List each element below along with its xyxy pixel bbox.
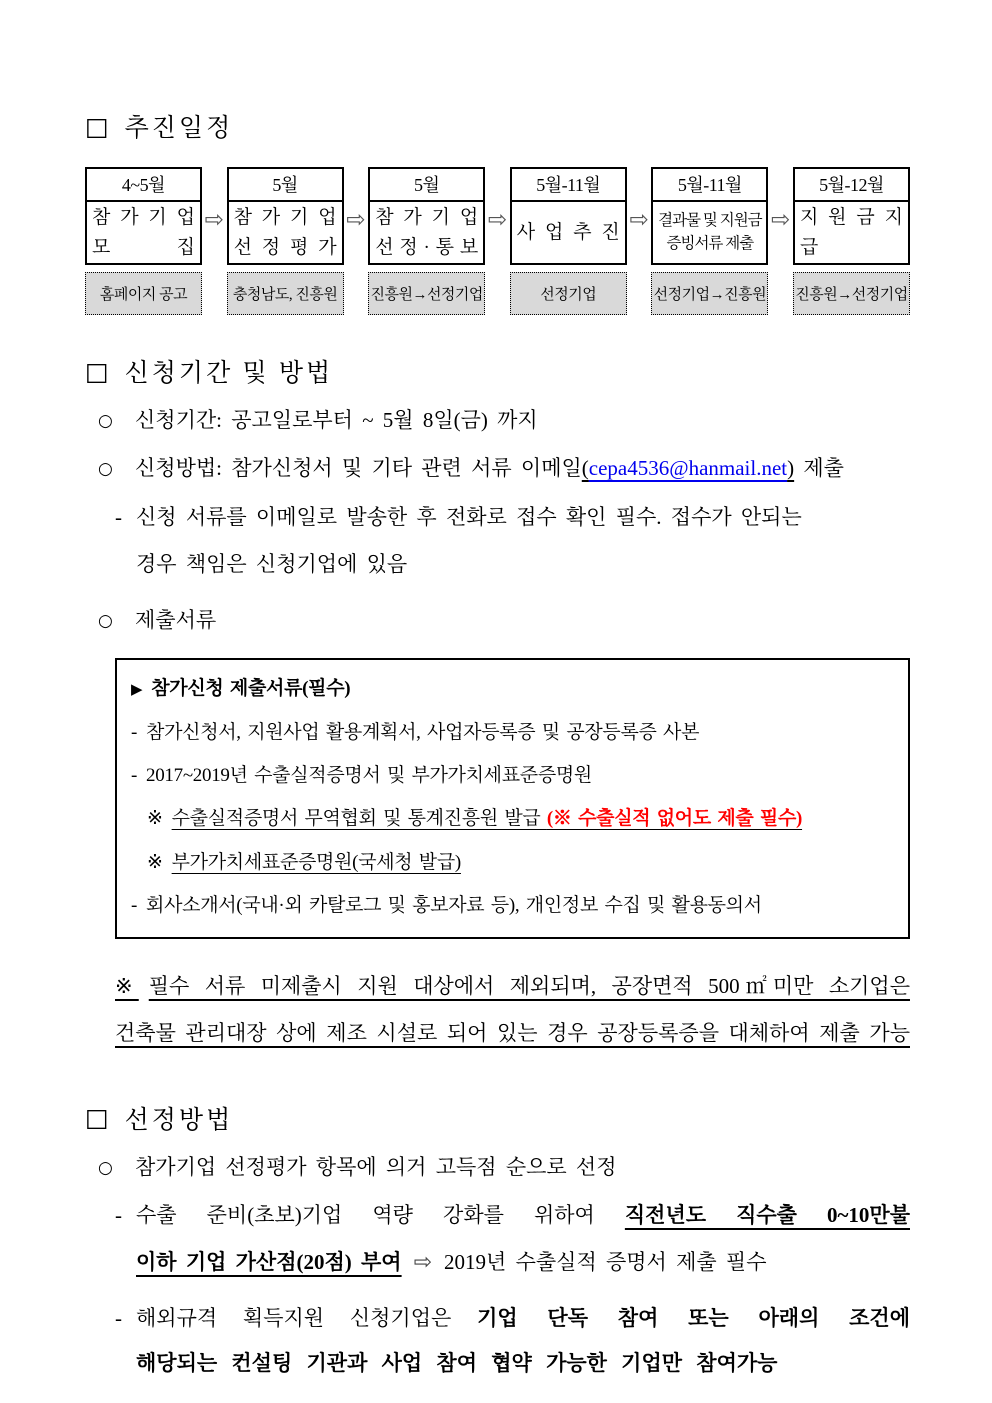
square-bullet-icon: □ [85,356,109,386]
flow-step-period: 5월-11월 [653,169,766,202]
circle-bullet-icon: ○ [98,1157,113,1178]
docs-item-1: 참가신청서, 지원사업 활용계획서, 사업자등록증 및 공장등록증 사본 [146,721,700,743]
right-arrow-icon: ⇨ [204,207,224,233]
application-note-text [136,494,910,589]
application-section-title [85,353,910,389]
flow-step-submit-docs [651,167,768,315]
docs-box-note [131,804,892,834]
flow-step-actor: 선정기업→진흥원 [651,272,768,315]
flow-step-payment [793,167,910,315]
flow-step-line: 선 정 평 가 [233,236,337,258]
note-line-2: 경우 책임은 신청기업에 있음 [136,552,408,577]
footnote-line-1 [115,963,910,1009]
application-method-text [135,452,844,485]
application-footnote [115,963,910,1055]
flow-step-line: 모 집 [92,236,195,258]
bonus-line-2 [136,1239,910,1286]
overseas-line-1 [136,1296,910,1341]
paren-close: ) [787,455,795,480]
docs-note-2: 부가가치세표준증명원(국세청 발급) [171,851,461,873]
flow-step-period: 5월 [229,169,342,202]
application-docs-item [98,604,910,637]
application-period-item [98,404,910,437]
selection-bonus-item [115,1193,910,1285]
flow-step-notify [368,167,485,315]
docs-item-3: 회사소개서(국내·외 카탈로그 및 홍보자료 등), 개인정보 수집 및 활용동의서 [146,895,762,917]
selection-title-text: 선정방법 [124,1106,234,1134]
application-period-text: 신청기간: 공고일로부터 ~ 5월 8일(금) 까지 [135,408,538,432]
circle-bullet-icon: ○ [98,458,113,479]
right-arrow-icon: ⇨ [629,207,649,233]
dash-bullet-icon: - [115,505,122,530]
docs-item-2: 2017~2019년 수출실적증명서 및 부가가치세표준증명원 [146,764,592,786]
flow-step-body [87,202,200,263]
circle-bullet-icon: ○ [98,411,113,431]
dash-bullet-icon: - [115,1203,122,1228]
flow-step-period: 4~5월 [87,169,200,202]
docs-note-1 [172,808,802,829]
section-application [85,353,910,1056]
section-selection [85,1100,910,1386]
flow-step-line: 선 정 · 통 보 [375,236,479,258]
application-docs-label: 제출서류 [135,607,217,632]
docs-note-1-alert: (※ 수출실적 없어도 제출 필수) [546,808,803,830]
docs-box-item [131,891,892,921]
schedule-title-text: 추진일정 [124,115,234,142]
docs-box-header-text: 참가신청 제출서류(필수) [151,678,351,700]
reference-mark-icon: ※ [147,851,163,873]
circle-bullet-icon: ○ [98,610,113,631]
flow-step-period: 5월-12월 [795,169,908,202]
flow-step-body [795,202,908,263]
application-method-item [98,452,910,485]
email-paren-group [582,456,794,480]
bonus-bold-1: 직전년도 직수출 0~10만불 [624,1203,910,1228]
email-link[interactable]: cepa4536@hanmail.net [588,455,788,480]
footnote-text-1: 필수 서류 미제출시 지원 대상에서 제외되며, 공장면적 500㎡미만 소기업은 [148,974,910,999]
flow-step-evaluation [227,167,344,315]
flow-step-line: 지 원 금 지 급 [799,207,903,258]
schedule-section-title [85,108,910,144]
flow-step-body [653,202,766,263]
right-arrow-icon: ⇨ [487,207,508,233]
overseas-line-2: 해당되는 컨설팅 기관과 사업 참여 협약 가능한 기업만 참여가능 [136,1350,778,1375]
schedule-flowchart [85,167,910,315]
flow-step-body [370,202,483,263]
reference-mark-icon: ※ [115,974,139,999]
section-schedule [85,108,910,315]
required-docs-box [115,658,910,939]
flow-step-actor: 선정기업 [510,272,627,315]
application-title-text: 신청기간 및 방법 [124,360,334,387]
flow-step-period: 5월-11월 [512,169,625,202]
footnote-text-2: 건축물 관리대장 상에 제조 시설로 되어 있는 경우 공장등록증을 대체하여 제출 가능 [115,1020,910,1045]
paren-open: ( [581,455,589,480]
square-bullet-icon: □ [85,1103,109,1133]
note-line-1: 신청 서류를 이메일로 발송한 후 전화로 접수 확인 필수. 접수가 안되는 [136,505,802,530]
bonus-line-1 [136,1193,910,1238]
overseas-prefix: 해외규격 획득지원 신청기업은 [136,1305,478,1330]
selection-criteria-item [98,1151,910,1184]
method-suffix: 제출 [794,455,844,480]
dash-bullet-icon: - [131,721,138,743]
selection-section-title [85,1100,910,1136]
flow-step-actor: 홈페이지 공고 [85,272,202,315]
right-arrow-icon: ⇨ [771,207,791,233]
flow-step-actor: 진흥원→선정기업 [793,272,910,315]
docs-box-item [131,718,892,748]
docs-box-item [131,761,892,791]
reference-mark-icon: ※ [147,808,163,830]
dash-bullet-icon: - [131,895,138,917]
flow-step-actor: 충청남도, 진흥원 [227,272,344,315]
flow-step-body [229,202,342,263]
selection-overseas-text [136,1296,910,1386]
selection-overseas-item [115,1296,910,1386]
flow-step-line: 결과물 및 지원금 [658,212,762,230]
flow-step-body [512,202,625,263]
flow-step-recruit [85,167,202,315]
flow-step-line: 참 가 기 업 [375,207,479,229]
selection-criteria-text: 참가기업 선정평가 항목에 의거 고득점 순으로 선정 [135,1154,617,1179]
method-label: 신청방법: 참가신청서 및 기타 관련 서류 이메일 [135,455,582,480]
flow-step-period: 5월 [370,169,483,202]
bonus-bold-2: 이하 기업 가산점(20점) 부여 [136,1249,402,1274]
dash-bullet-icon: - [115,1305,122,1330]
right-arrow-icon: ⇨ [346,207,366,233]
docs-note-1-text: 수출실적증명서 무역협회 및 통계진흥원 발급 [171,808,547,830]
flow-step-line: 참 가 기 업 [92,207,195,229]
square-bullet-icon: □ [85,111,109,141]
bonus-prefix: 수출 준비(초보)기업 역량 강화를 위하여 [136,1203,625,1228]
right-arrow-icon: ⇨ [413,1249,433,1275]
flow-step-actor: 진흥원→선정기업 [368,272,485,315]
overseas-bold-1: 기업 단독 참여 또는 아래의 조건에 [477,1305,910,1330]
application-note-item [115,494,910,589]
flow-step-line: 참 가 기 업 [233,207,337,229]
footnote-line-2 [115,1010,910,1056]
triangle-bullet-icon: ▶ [131,682,143,699]
flow-step-execute [510,167,627,315]
flow-step-line: 사 업 추 진 [516,221,620,243]
bonus-rest: 2019년 수출실적 증명서 제출 필수 [444,1249,767,1274]
selection-bonus-text [136,1193,910,1285]
dash-bullet-icon: - [131,764,138,786]
flow-step-line: 증빙서류 제출 [666,234,754,252]
docs-box-header [131,674,892,704]
docs-box-note [131,848,892,878]
